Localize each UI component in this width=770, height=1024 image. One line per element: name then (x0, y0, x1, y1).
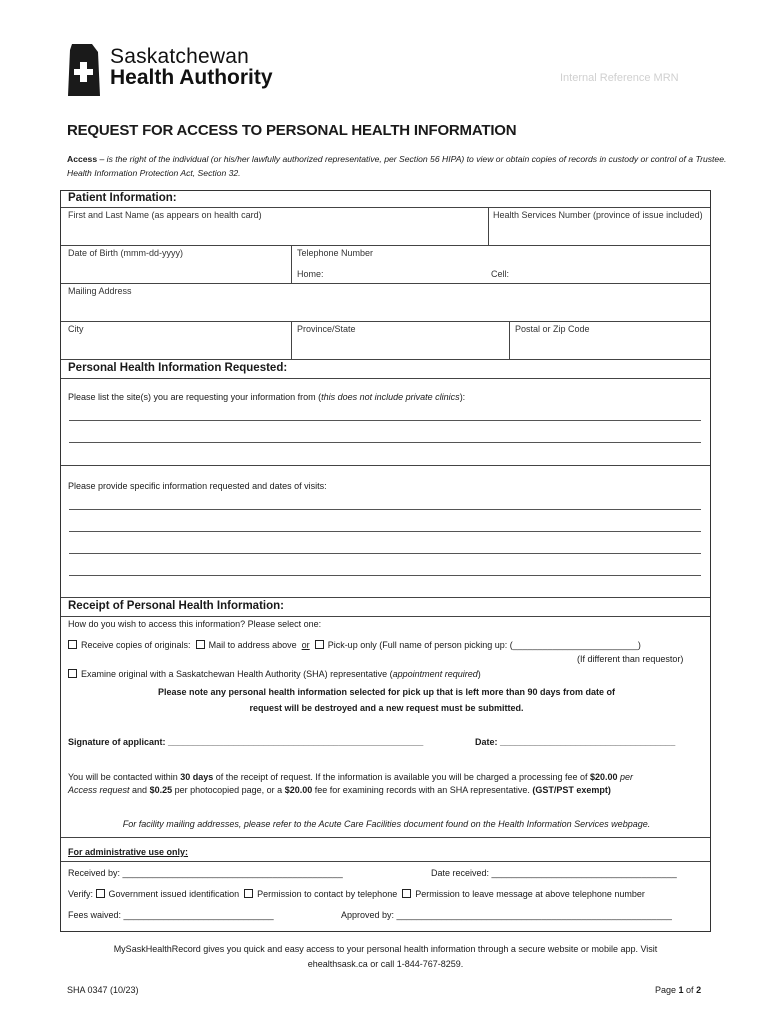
intro-text (67, 152, 737, 180)
receipt-options-row (68, 640, 641, 650)
gst-exempt: (GST/PST exempt) (532, 785, 611, 795)
page-current: 1 (678, 985, 684, 995)
copies-label: Receive copies of originals: (81, 640, 191, 650)
sites-line-2[interactable] (69, 442, 701, 443)
page-label: Page (655, 985, 679, 995)
hsn-field[interactable]: Health Services Number (province of issue included) (493, 210, 703, 220)
sites-prompt (68, 392, 465, 402)
contact-fee-3: $20.00 (284, 785, 313, 795)
postal-field[interactable]: Postal or Zip Code (515, 324, 590, 334)
contact-line1 (68, 772, 633, 782)
id-checkbox[interactable] (96, 889, 105, 898)
receipt-heading: Receipt of Personal Health Information: (68, 600, 284, 612)
page-title: REQUEST FOR ACCESS TO PERSONAL HEALTH INFORMATION (67, 122, 517, 139)
examine-end: ) (477, 669, 481, 679)
pickup-notice-line1: Please note any personal health information selected for pick up that is left more than 90 days from date of (157, 687, 616, 697)
page-number (655, 985, 701, 995)
perm-tel-checkbox[interactable] (244, 889, 253, 898)
patient-info-heading: Patient Information: (68, 192, 177, 204)
page-of: of (683, 985, 697, 995)
facility-note: For facility mailing addresses, please refer to the Acute Care Facilities document found on the Health Information Services webpage. (122, 819, 651, 829)
fees-waived-field[interactable]: Fees waived: ______________________________ (68, 910, 274, 920)
contact-text-4: Access request (68, 785, 130, 795)
mailing-address-field[interactable]: Mailing Address (68, 286, 132, 296)
logo-cross-icon (66, 42, 102, 98)
admin-heading: For administrative use only: (68, 847, 189, 857)
promo-line2: ehealthsask.ca or call 1-844-767-8259. (307, 959, 464, 969)
dob-field[interactable]: Date of Birth (mmm-dd-yyyy) (68, 248, 184, 258)
examine-label: Examine original with a Saskatchewan Health Authority (SHA) representative ( (81, 669, 393, 679)
or-label: or (301, 640, 310, 650)
intro-body: – is the right of the individual (or his/her lawfully authorized representative, per Section 56 HIPA) to view or obtain copies of records in custody or control of a Trustee. Health Information Protection Act, Section 32. (67, 154, 727, 178)
specific-prompt: Please provide specific information requested and dates of visits: (68, 481, 327, 491)
perm-msg-label: Permission to leave message at above telephone number (415, 889, 645, 899)
province-field[interactable]: Province/State (297, 324, 356, 334)
sites-prompt-end: ): (459, 392, 466, 402)
id-label: Government issued identification (108, 889, 240, 899)
org-name-line1: Saskatchewan (110, 45, 249, 68)
contact-text-2: of the receipt of request. If the information is available you will be charged a processing fee of (213, 772, 590, 782)
promo-line1: MySaskHealthRecord gives you quick and easy access to your personal health information through a secure website or mobile app. Visit (113, 944, 658, 954)
phone-label: Telephone Number (297, 248, 374, 258)
date-received-field[interactable]: Date received: _____________________________________ (431, 868, 677, 878)
receipt-question: How do you wish to access this information? Please select one: (68, 619, 322, 629)
specific-line-1[interactable] (69, 509, 701, 510)
contact-text-7: fee for examining records with an SHA representative. (312, 785, 533, 795)
signature-field[interactable]: Signature of applicant: ___________________________________________________ (68, 737, 424, 747)
received-by-field[interactable]: Received by: ____________________________________________ (68, 868, 343, 878)
examine-italic: appointment required (392, 669, 478, 679)
sites-prompt-start: Please list the site(s) you are requesting your information from ( (68, 392, 322, 402)
pickup-label: Pick-up only (Full name of person picking up: (_________________________) (327, 640, 641, 650)
specific-line-4[interactable] (69, 575, 701, 576)
mrn-label: Internal Reference MRN (560, 72, 679, 84)
intro-term: Access (67, 154, 98, 164)
name-field[interactable]: First and Last Name (as appears on health card) (68, 210, 262, 220)
date-field[interactable]: Date: ___________________________________ (475, 737, 676, 747)
verify-row (68, 889, 645, 899)
contact-fee-2: $0.25 (149, 785, 173, 795)
org-name-line2: Health Authority (110, 66, 273, 89)
mail-label: Mail to address above (208, 640, 297, 650)
contact-line2 (68, 785, 611, 795)
contact-text-3: per (617, 772, 634, 782)
contact-days: 30 days (180, 772, 214, 782)
request-form (60, 190, 711, 932)
mail-checkbox[interactable] (196, 640, 205, 649)
copies-checkbox[interactable] (68, 640, 77, 649)
form-code: SHA 0347 (10/23) (67, 985, 139, 995)
requested-heading: Personal Health Information Requested: (68, 362, 288, 374)
city-field[interactable]: City (68, 324, 84, 334)
examine-checkbox[interactable] (68, 669, 77, 678)
perm-msg-checkbox[interactable] (402, 889, 411, 898)
sites-prompt-italic: this does not include private clinics (321, 392, 460, 402)
pickup-checkbox[interactable] (315, 640, 324, 649)
verify-label: Verify: (68, 889, 94, 899)
pickup-notice-line2: request will be destroyed and a new request must be submitted. (249, 703, 524, 713)
pickup-note: (If different than requestor) (577, 654, 684, 664)
contact-text-6: per photocopied page, or a (172, 785, 285, 795)
sites-line-1[interactable] (69, 420, 701, 421)
approved-by-field[interactable]: Approved by: _______________________________________________________ (341, 910, 672, 920)
home-phone-field[interactable]: Home: (297, 269, 324, 279)
specific-line-2[interactable] (69, 531, 701, 532)
perm-tel-label: Permission to contact by telephone (257, 889, 398, 899)
examine-option (68, 669, 481, 679)
contact-text-5: and (129, 785, 150, 795)
specific-line-3[interactable] (69, 553, 701, 554)
contact-fee-1: $20.00 (590, 772, 618, 782)
page-total: 2 (696, 985, 702, 995)
cell-phone-field[interactable]: Cell: (491, 269, 510, 279)
contact-text-1: You will be contacted within (68, 772, 181, 782)
sha-logo (66, 42, 102, 98)
